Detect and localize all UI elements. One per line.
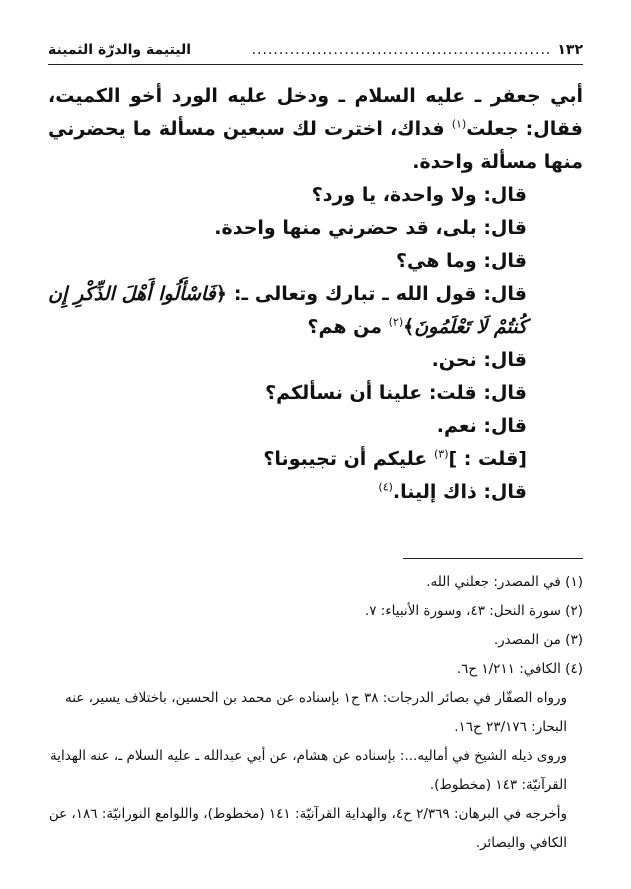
dialogue-text: قال: قول الله ـ تبارك وتعالى ـ: — [226, 283, 527, 305]
footnote-4: (٤) الكافي: ١/٢١١ ح٦. — [456, 661, 583, 677]
dialogue-line: قال: بلى، قد حضرني منها واحدة. — [214, 217, 527, 239]
footnote-4-source-c: وأخرجه في البرهان: ٢/٣٦٩ ح٤، والهداية القرآنيّة: ١٤١ (مخطوط)، واللوامع النورانيّة: ١٨٦، عن الكافي والبصائر. — [48, 806, 567, 851]
footnote-ref-1[interactable]: (١) — [451, 117, 467, 131]
footnote-4-source-a: ورواه الصفّار في بصائر الدرجات: ٣٨ ح١ بإسناده عن محمد بن الحسين، باختلاف يسير، عنه البحار: ٢٣/١٧٦ ح١٦. — [64, 690, 567, 735]
header-leader-dots: ....................................................... — [251, 42, 552, 58]
dialogue-line: قال: قلت: علينا أن نسألكم؟ — [265, 382, 527, 404]
page-number: ١٣٢ — [557, 42, 583, 58]
dialogue-line: قال: وما هي؟ — [395, 250, 527, 272]
footnote-ref-4[interactable]: (٤) — [378, 480, 393, 494]
footnote-ref-2[interactable]: (٢) — [388, 315, 404, 329]
paragraph-text: فداك، اخترت لك سبعين مسألة ما يحضرني منها مسألة واحدة. — [48, 118, 583, 173]
dialogue-text: [قلت : ] — [448, 448, 527, 470]
dialogue-line — [48, 278, 527, 344]
opening-paragraph — [48, 80, 583, 179]
dialogue-block — [48, 179, 583, 509]
dialogue-line — [48, 476, 527, 509]
footnote-divider — [403, 558, 583, 559]
footnote-ref-3[interactable]: (٣) — [433, 447, 449, 461]
header-divider — [48, 64, 583, 65]
footnote-3: (٣) من المصدر. — [493, 632, 583, 648]
quran-bracket-open: ﴿ — [215, 283, 227, 305]
footnote-1: (١) في المصدر: جعلني الله. — [426, 574, 583, 590]
running-header — [48, 38, 583, 62]
dialogue-text: قال: ذاك إلينا. — [392, 481, 527, 503]
quran-verse: فَاسْأَلُوا أَهْلَ الذِّكْرِ إِن كُنتُمْ لَا تَعْلَمُونَ — [48, 283, 527, 338]
footnotes — [48, 568, 583, 858]
dialogue-line: قال: ولا واحدة، يا ورد؟ — [311, 184, 527, 206]
book-title: اليتيمة والدرّة الثمينة — [48, 42, 192, 58]
quran-bracket-close: ﴾ — [403, 316, 415, 338]
footnote-2: (٢) سورة النحل: ٤٣، وسورة الأنبياء: ٧. — [364, 603, 583, 619]
dialogue-text: عليكم أن تجيبونا؟ — [263, 448, 434, 470]
dialogue-line: قال: نحن. — [431, 349, 527, 371]
dialogue-line — [48, 443, 527, 476]
main-text — [48, 80, 583, 509]
dialogue-text: من هم؟ — [307, 316, 389, 338]
dialogue-line: قال: نعم. — [436, 415, 527, 437]
paragraph-text: أبي جعفر ـ عليه السلام ـ ودخل عليه الورد أخو الكميت، فقال: جعلت — [48, 85, 583, 140]
footnote-4-source-b: وروى ذيله الشيخ في أماليه...: بإسناده عن هشام، عن أبي عبدالله ـ عليه السلام ـ، عنه الهداية القرآنيّة: ١٤٣ (مخطوط). — [50, 748, 567, 793]
